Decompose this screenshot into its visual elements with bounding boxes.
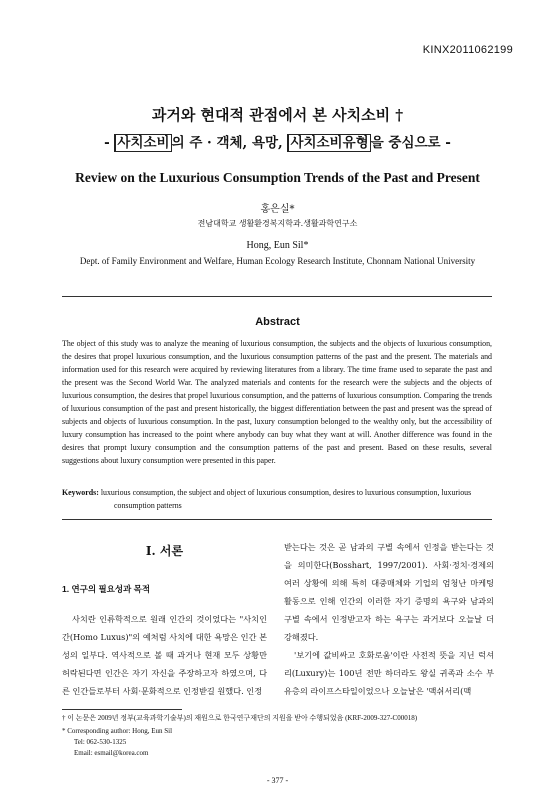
body-column-right (284, 538, 494, 700)
keywords-label: Keywords: (62, 488, 99, 497)
keywords (62, 487, 492, 512)
affiliation-english: Dept. of Family Environment and Welfare, Human Ecology Research Institute, Chonnam National University (79, 256, 476, 266)
footnote-divider (62, 709, 182, 710)
corresponding-email: Email: esmail@korea.com (74, 749, 149, 757)
footnote-funding: † 이 논문은 2009년 정부(교육과학기술부)의 재원으로 한국연구재단의 지원을 받아 수행되었음 (KRF-2009-327-C00018) (62, 714, 418, 722)
author-english: Hong, Eun Sil* (246, 240, 309, 251)
affiliation-korean: 전남대학교 생활환경복지학과.생활과학연구소 (197, 219, 358, 228)
footnote-corresponding (62, 726, 502, 759)
subsection-heading: 1. 연구의 필요성과 목적 (62, 584, 151, 594)
section-heading: Ⅰ. 서론 (145, 544, 184, 558)
corresponding-tel: Tel: 062-530-1325 (74, 738, 127, 746)
english-title: Review on the Luxurious Consumption Trends of the Past and Present (75, 170, 480, 185)
keywords-text: luxurious consumption, the subject and object of luxurious consumption, desires to luxurious consumption, luxurious consumption patterns (100, 488, 472, 510)
document-id: KINX2011062199 (422, 44, 513, 56)
page-number: - 377 - (266, 776, 289, 785)
subtitle-highlight-1: 사치소비 (114, 134, 171, 152)
subtitle-suffix: 을 중심으로 - (370, 135, 451, 151)
author-korean: 홍은실* (260, 204, 295, 215)
abstract-body: The object of this study was to analyze the meaning of luxurious consumption, the subjects and the objects of luxurious consumption, the desires that propel luxurious consumption, and the luxurious consumption patterns of the past and the present. The materials and information used for this research were acquired by reviewing literatures from a library. The time frame used to separate the past and the present was the Second World War. The analyzed materials and contents for the research were the subjects and the objects of luxurious consumption, the desires that propel luxurious consumption, and the patterns of luxurious consumption. Comparing the trends of luxurious consumption of the past and present historically, the biggest differentiation between the past and present was the spread of subjects and objects of luxurious consumption. In the past, luxury consumption belonged to the wealthy only, but the accessibility of luxury consumption has increased to the point where anybody can buy what they want at will. Another difference was found in the desires that prompt luxury consumption and the consumption patterns of the past and present. Based on these results, several suggestions about luxury consumption were presented in this paper. (62, 339, 492, 465)
divider-top (62, 296, 492, 297)
divider-keywords (62, 519, 492, 520)
body-paragraph-right-2: '보기에 값비싸고 호화로움'이란 사전적 뜻을 지닌 럭셔리(Luxury)는 100년 전만 하더라도 왕실 귀족과 소수 부유층의 라이프스타일이었으나 오늘날은 '맥쉬서리(맥 (284, 650, 494, 696)
korean-subtitle (0, 131, 555, 151)
subtitle-highlight-2: 사치소비유형 (287, 134, 370, 152)
abstract-heading: Abstract (255, 316, 300, 328)
subtitle-middle: 의 주 · 객체, 욕망, (171, 135, 288, 151)
body-paragraph-left: 사치란 인류학적으로 원래 인간의 것이었다는 "사치인간(Homo Luxus)"의 예처럼 사치에 대한 욕망은 인간 본성의 일부다. 역사적으로 볼 때 과거나 현재 모두 상황만 허락된다면 인간은 자기 자신을 주장하고자 하였으며, 다른 인간들로부터 사회·문화적으로 인정받길 원했다. 인정 (62, 614, 267, 696)
corresponding-author: * Corresponding author: Hong, Eun Sil (62, 727, 173, 735)
body-column-left (62, 538, 267, 700)
body-paragraph-right-1: 받는다는 것은 곧 남과의 구별 속에서 인정을 받는다는 것을 의미한다(Bosshart, 1997/2001). 사회·정치·경제의 여러 상황에 의해 특히 대중매체와 기업의 엄청난 마케팅 활동으로 인해 인간의 이러한 자기 증명의 욕구와 남과의 구별 속에서 인정받고자 하는 욕구는 과거보다 오늘날 더 강해졌다. (284, 542, 494, 642)
subtitle-prefix: - (104, 135, 115, 151)
korean-title: 과거와 현대적 관점에서 본 사치소비 † (151, 106, 404, 124)
